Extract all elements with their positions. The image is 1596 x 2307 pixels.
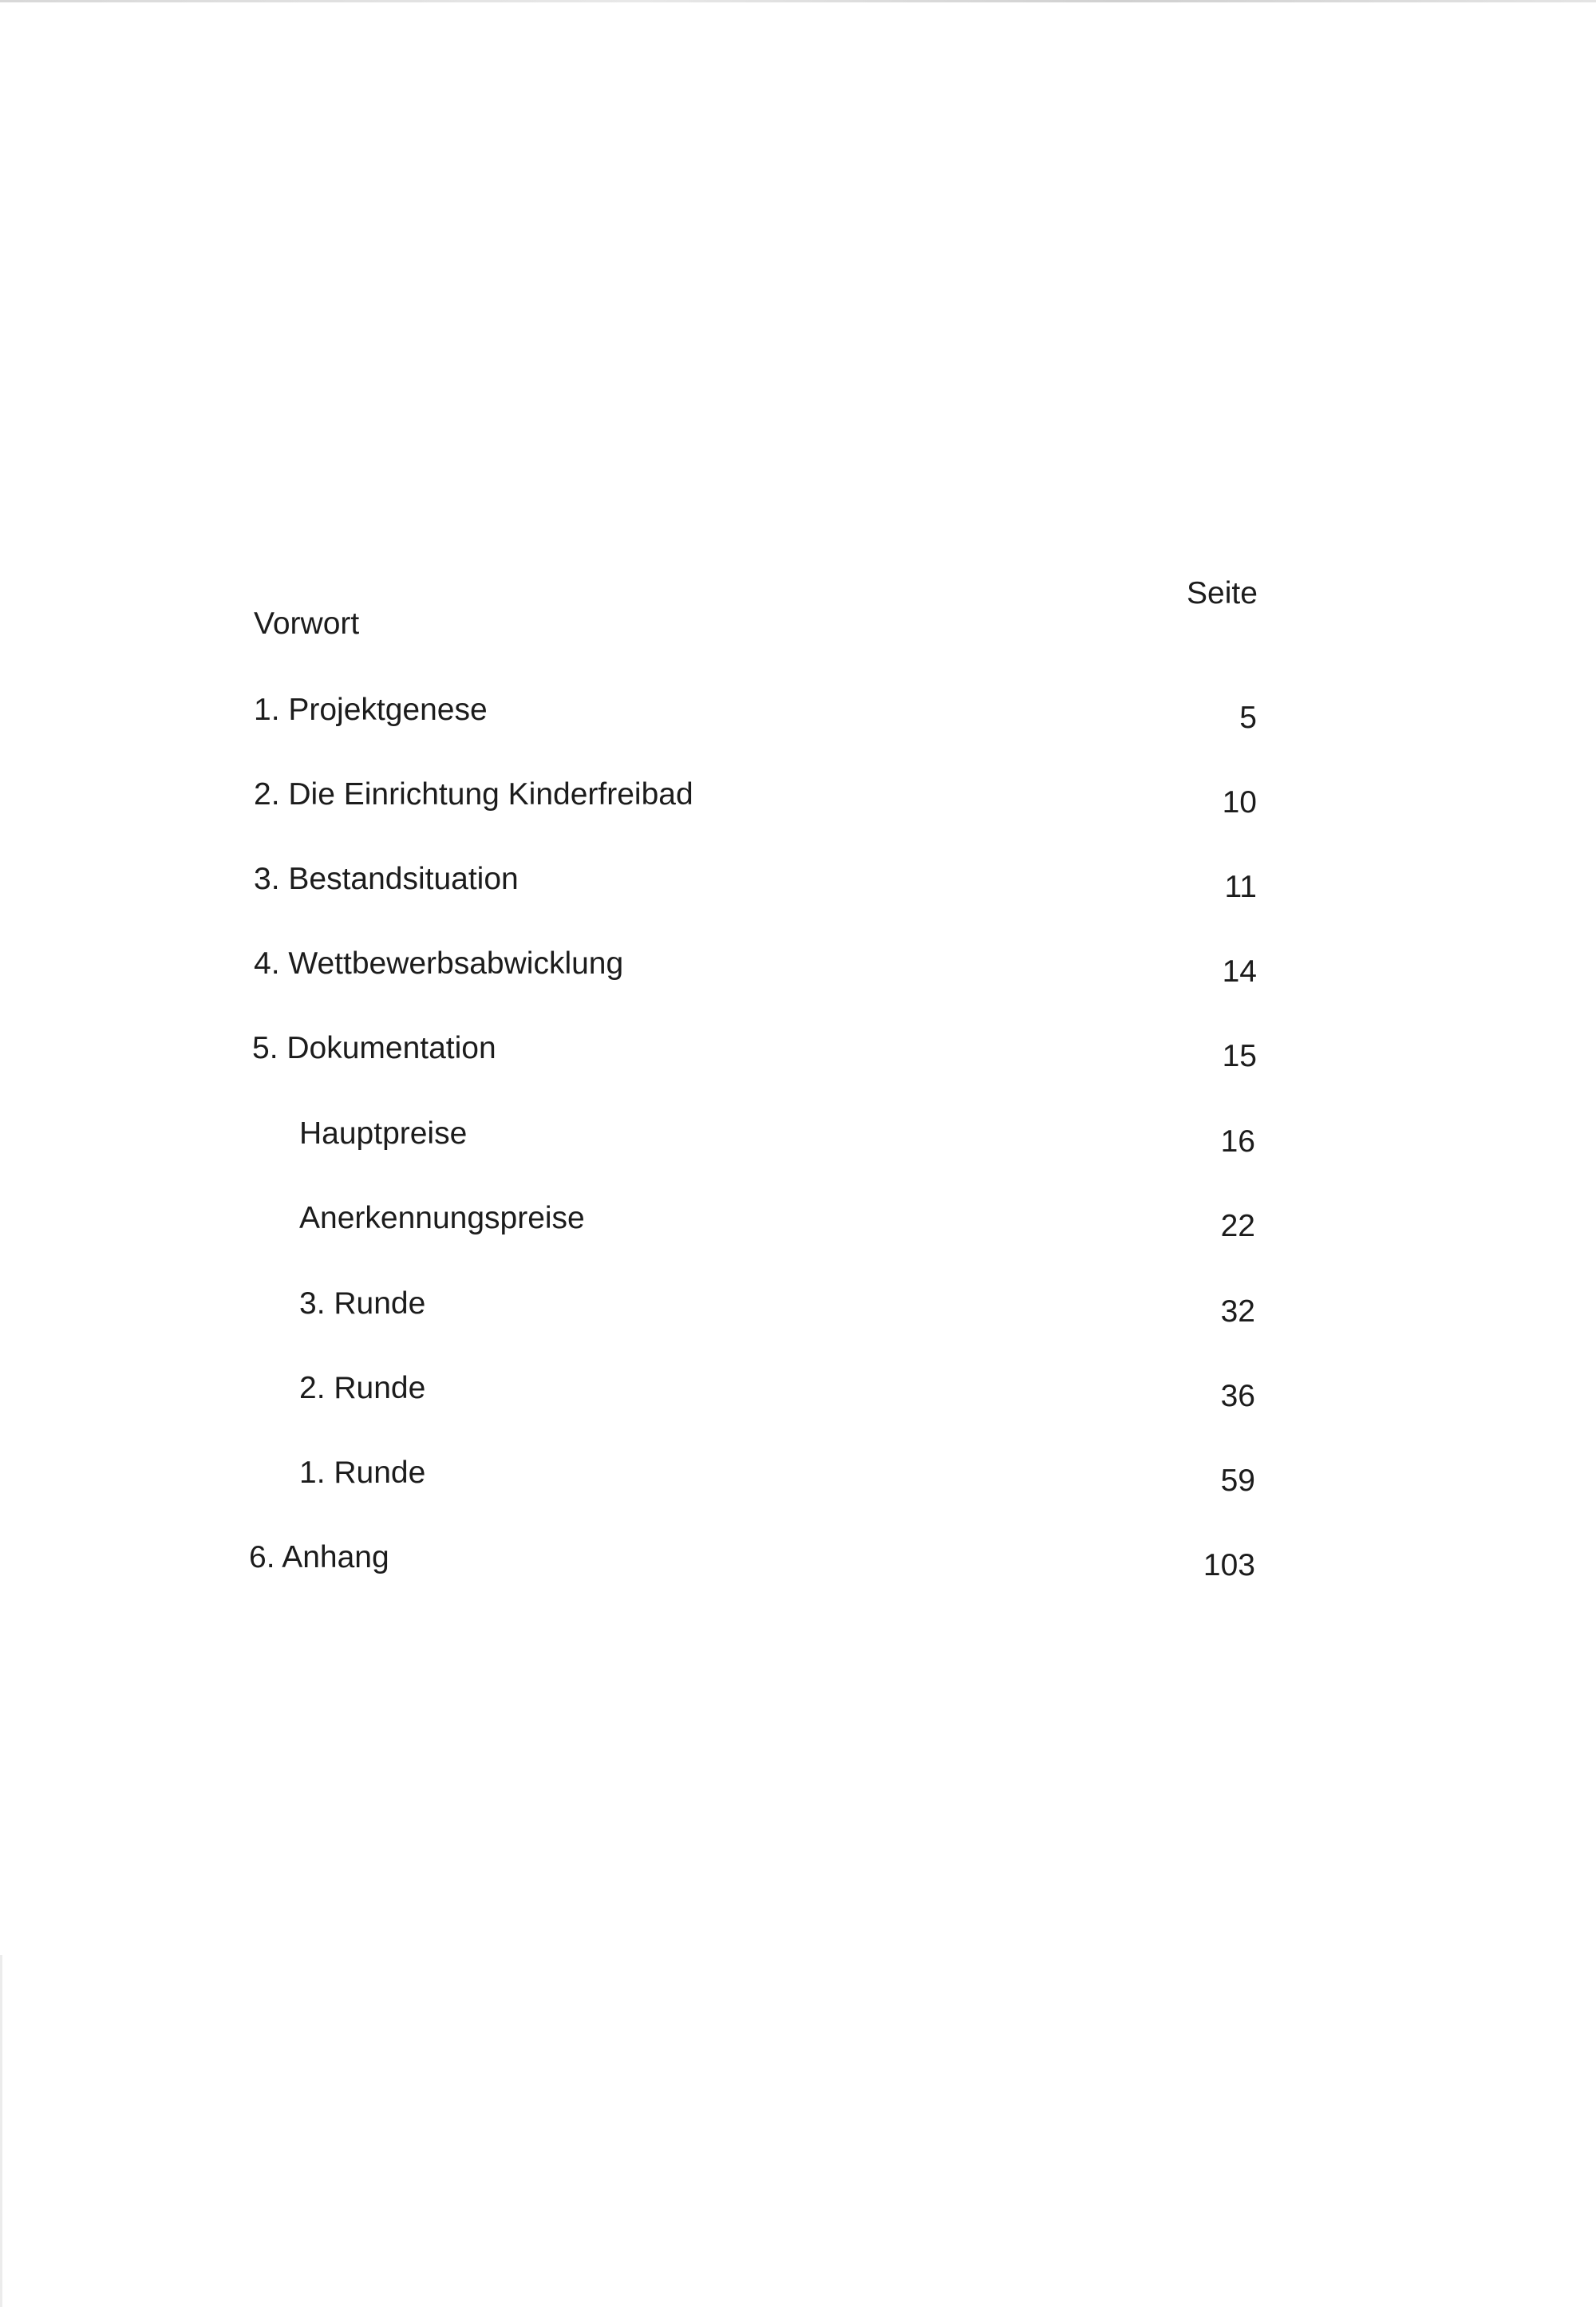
toc-subentry-label: 2. Runde <box>299 1371 426 1405</box>
toc-subentry-label: 3. Runde <box>299 1286 426 1321</box>
page-column-header: Seite <box>1187 576 1258 610</box>
toc-subentry-label: Hauptpreise <box>299 1116 468 1151</box>
toc-entry-page: 11 <box>1224 870 1257 904</box>
toc-entry-page: 16 <box>1220 1124 1255 1159</box>
toc-subentry-label: 1. Runde <box>299 1456 426 1490</box>
toc-entry-page: 36 <box>1220 1379 1255 1413</box>
toc-entry-label: 3. Bestandsituation <box>254 862 519 896</box>
toc-entry-page: 10 <box>1222 785 1257 820</box>
toc-entry-label: 5. Dokumentation <box>252 1031 496 1065</box>
toc-entry-page: 59 <box>1220 1464 1255 1498</box>
toc-entry-page: 5 <box>1239 701 1257 735</box>
toc-entry-label: 2. Die Einrichtung Kinderfreibad <box>254 777 693 812</box>
toc-subentry-label: Anerkennungspreise <box>299 1201 585 1235</box>
toc-entry-page: 32 <box>1220 1294 1255 1329</box>
toc-entry-label: 1. Projektgenese <box>254 693 488 727</box>
toc-entry-page: 103 <box>1203 1548 1255 1582</box>
toc-entry-label: 4. Wettbewerbsabwicklung <box>254 946 624 981</box>
toc-preface: Vorwort <box>254 606 360 641</box>
toc-entry-page: 15 <box>1222 1039 1257 1073</box>
toc-entry-page: 14 <box>1222 954 1257 989</box>
toc-entry-page: 22 <box>1220 1209 1255 1243</box>
toc-entry-label: 6. Anhang <box>249 1540 389 1574</box>
